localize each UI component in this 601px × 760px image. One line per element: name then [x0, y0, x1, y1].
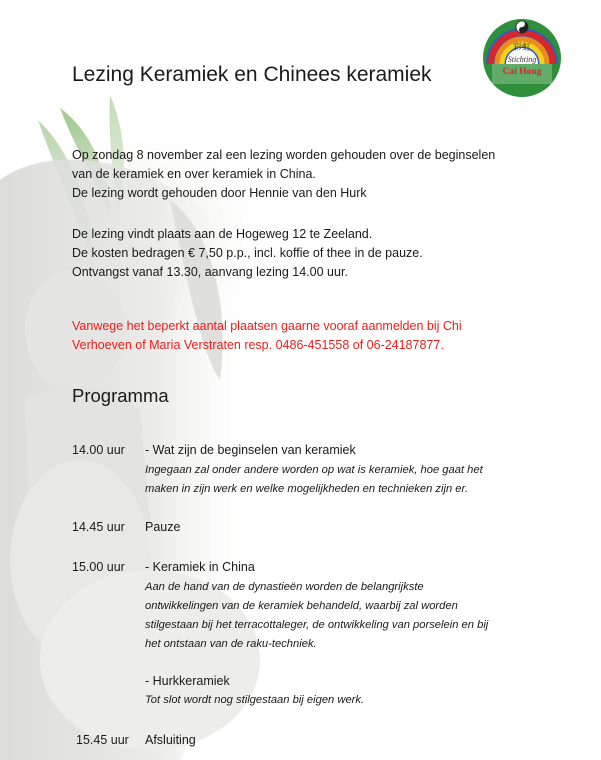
details-line: De lezing vindt plaats aan de Hogeweg 12 te Zeeland.	[72, 227, 373, 241]
registration-notice	[72, 317, 462, 355]
description-line: het ontstaan van de raku-techniek.	[145, 638, 317, 650]
program-title: - Wat zijn de beginselen van keramiek	[145, 443, 356, 457]
program-time: 15.00 uur	[72, 560, 125, 574]
program-title: Pauze	[145, 520, 181, 534]
logo-chinese: 彩虹	[512, 43, 532, 53]
logo-line2: Cai Hong	[502, 67, 542, 77]
description-line: maken in zijn werk en welke mogelijkheden en technieken zijn er.	[145, 483, 468, 495]
intro-line: De lezing wordt gehouden door Hennie van den Hurk	[72, 186, 367, 200]
notice-line: Vanwege het beperkt aantal plaatsen gaarne vooraf aanmelden bij Chi	[72, 319, 462, 333]
program-time: 14.00 uur	[72, 443, 125, 457]
program-title: - Keramiek in China	[145, 560, 255, 574]
details-line: De kosten bedragen € 7,50 p.p., incl. koffie of thee in de pauze.	[72, 246, 423, 260]
program-heading: Programma	[72, 385, 169, 406]
description-line: Tot slot wordt nog stilgestaan bij eigen werk.	[145, 694, 365, 706]
intro-line: van de keramiek en over keramiek in China.	[72, 167, 316, 181]
cai-hong-logo	[482, 18, 562, 98]
description-line: Aan de hand van de dynastieën worden de belangrijkste	[145, 581, 424, 593]
details-paragraph	[72, 225, 423, 282]
logo-line1: Stichting	[507, 55, 537, 64]
program-title: Afsluiting	[145, 733, 196, 747]
intro-line: Op zondag 8 november zal een lezing worden gehouden over de beginselen	[72, 148, 496, 162]
program-description	[145, 578, 488, 654]
description-line: ontwikkelingen van de keramiek behandeld, waarbij zal worden	[145, 600, 458, 612]
page-title: Lezing Keramiek en Chinees keramiek	[72, 63, 432, 86]
description-line: Ingegaan zal onder andere worden op wat is keramiek, hoe gaat het	[145, 464, 483, 476]
program-time: 14.45 uur	[72, 520, 125, 534]
program-time: 15.45 uur	[76, 733, 129, 747]
yin-yang-icon	[516, 21, 528, 33]
description-line: stilgestaan bij het terracottaleger, de ontwikkeling van porselein en bij	[145, 619, 489, 631]
details-line: Ontvangst vanaf 13.30, aanvang lezing 14.00 uur.	[72, 265, 348, 279]
intro-paragraph	[72, 146, 495, 203]
notice-line: Verhoeven of Maria Verstraten resp. 0486-451558 of 06-24187877.	[72, 338, 444, 352]
program-description	[145, 461, 483, 499]
program-title: - Hurkkeramiek	[145, 674, 230, 688]
program-description	[145, 691, 364, 710]
